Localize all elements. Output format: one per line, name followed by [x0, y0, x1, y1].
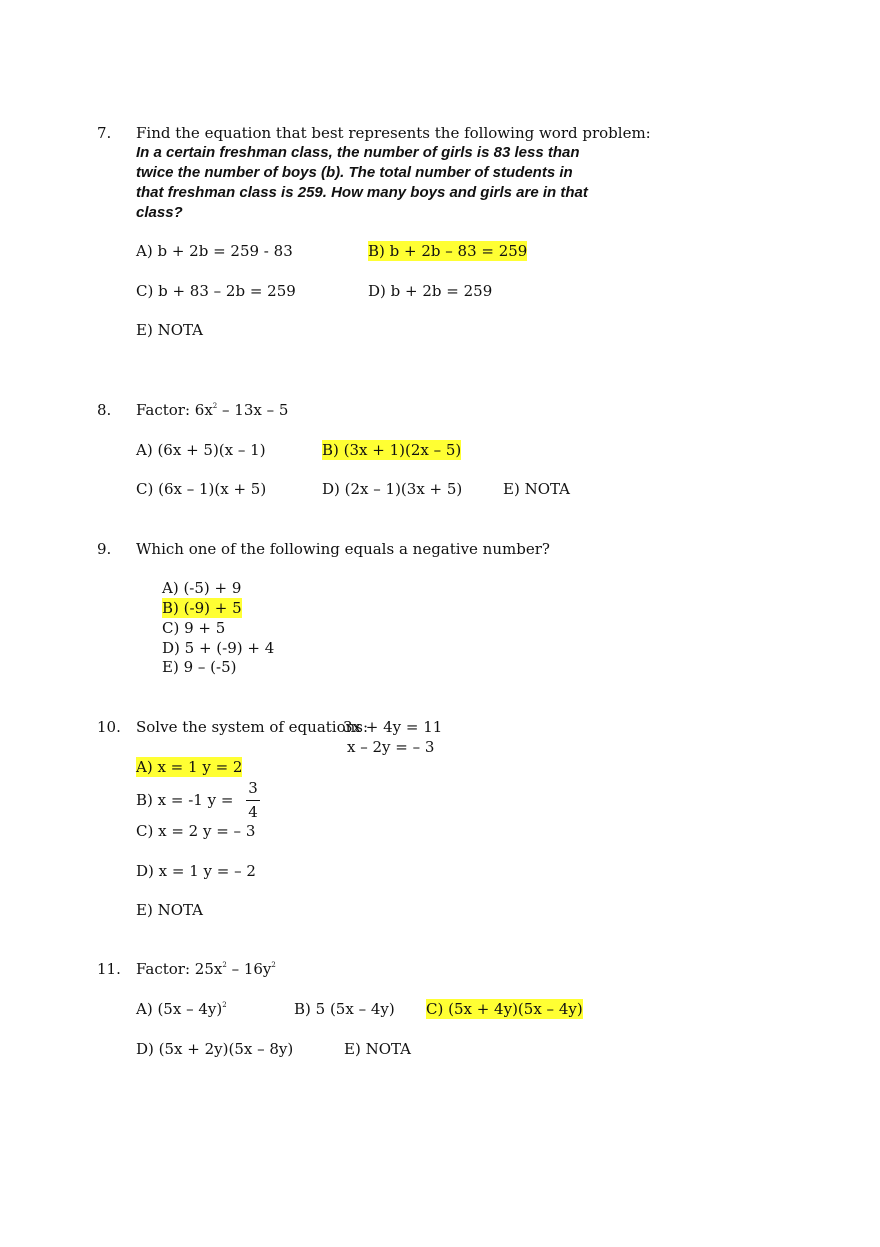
q7-option-a: A) b + 2b = 259 - 83: [136, 242, 293, 260]
q7-option-b-answer: B) b + 2b – 83 = 259: [368, 242, 528, 260]
fraction-bar: [246, 800, 260, 801]
q7-number: 7.: [97, 124, 112, 142]
q9-option-d: D) 5 + (-9) + 4: [162, 639, 275, 657]
q8-option-a: A) (6x + 5)(x – 1): [136, 441, 266, 459]
fraction-numerator: 3: [248, 779, 258, 797]
q7-problem-line: twice the number of boys (b). The total number of students in: [136, 164, 573, 181]
q7-prompt: Find the equation that best represents the following word problem:: [136, 124, 651, 142]
q8-option-b-answer: B) (3x + 1)(2x – 5): [322, 441, 462, 459]
q10-equation-2: x – 2y = – 3: [347, 738, 435, 756]
q10-equation-1: 3x + 4y = 11: [343, 718, 443, 736]
q9-prompt: Which one of the following equals a negative number?: [136, 540, 550, 558]
q11-option-d: D) (5x + 2y)(5x – 8y): [136, 1040, 294, 1058]
q7-problem-line: In a certain freshman class, the number of girls is 83 less than: [136, 144, 580, 161]
q9-number: 9.: [97, 540, 112, 558]
q11-prompt: Factor: $25x^2 - 16y^2$: [136, 960, 276, 978]
q8-option-d: D) (2x – 1)(3x + 5): [322, 480, 463, 498]
q9-option-b-answer: B) (-9) + 5: [162, 599, 242, 617]
q7-option-d: D) b + 2b = 259: [368, 282, 493, 300]
q7-option-e: E) NOTA: [136, 321, 204, 339]
q11-option-b: B) 5 (5x – 4y): [294, 1000, 395, 1018]
q10-option-d: D) x = 1 y = – 2: [136, 862, 256, 880]
q8-option-c: C) (6x – 1)(x + 5): [136, 480, 267, 498]
q10-option-c: C) x = 2 y = – 3: [136, 822, 256, 840]
q8-number: 8.: [97, 401, 112, 419]
q11-number: 11.: [97, 960, 121, 978]
q9-option-a: A) (-5) + 9: [162, 579, 242, 597]
fraction-denominator: 4: [248, 803, 258, 821]
q11-option-a: A) (5x – 4y)$^2$: [136, 1000, 227, 1018]
q8-option-e: E) NOTA: [503, 480, 571, 498]
q9-option-e: E) 9 – (-5): [162, 658, 237, 676]
q10-option-b: B) x = -1 y =: [136, 791, 234, 809]
q10-number: 10.: [97, 718, 121, 736]
q11-option-c-answer: C) (5x + 4y)(5x – 4y): [426, 1000, 583, 1018]
q7-problem-line: that freshman class is 259. How many boys and girls are in that: [136, 184, 588, 201]
q10-prompt: Solve the system of equations:: [136, 718, 369, 736]
q8-prompt: Factor: $6x^2 - 13x - 5$: [136, 401, 289, 419]
q10-option-e: E) NOTA: [136, 901, 204, 919]
q11-option-e: E) NOTA: [344, 1040, 412, 1058]
q7-problem-line: class?: [136, 204, 183, 221]
q9-option-c: C) 9 + 5: [162, 619, 226, 637]
q7-option-c: C) b + 83 – 2b = 259: [136, 282, 296, 300]
q10-option-a-answer: A) x = 1 y = 2: [136, 758, 243, 776]
